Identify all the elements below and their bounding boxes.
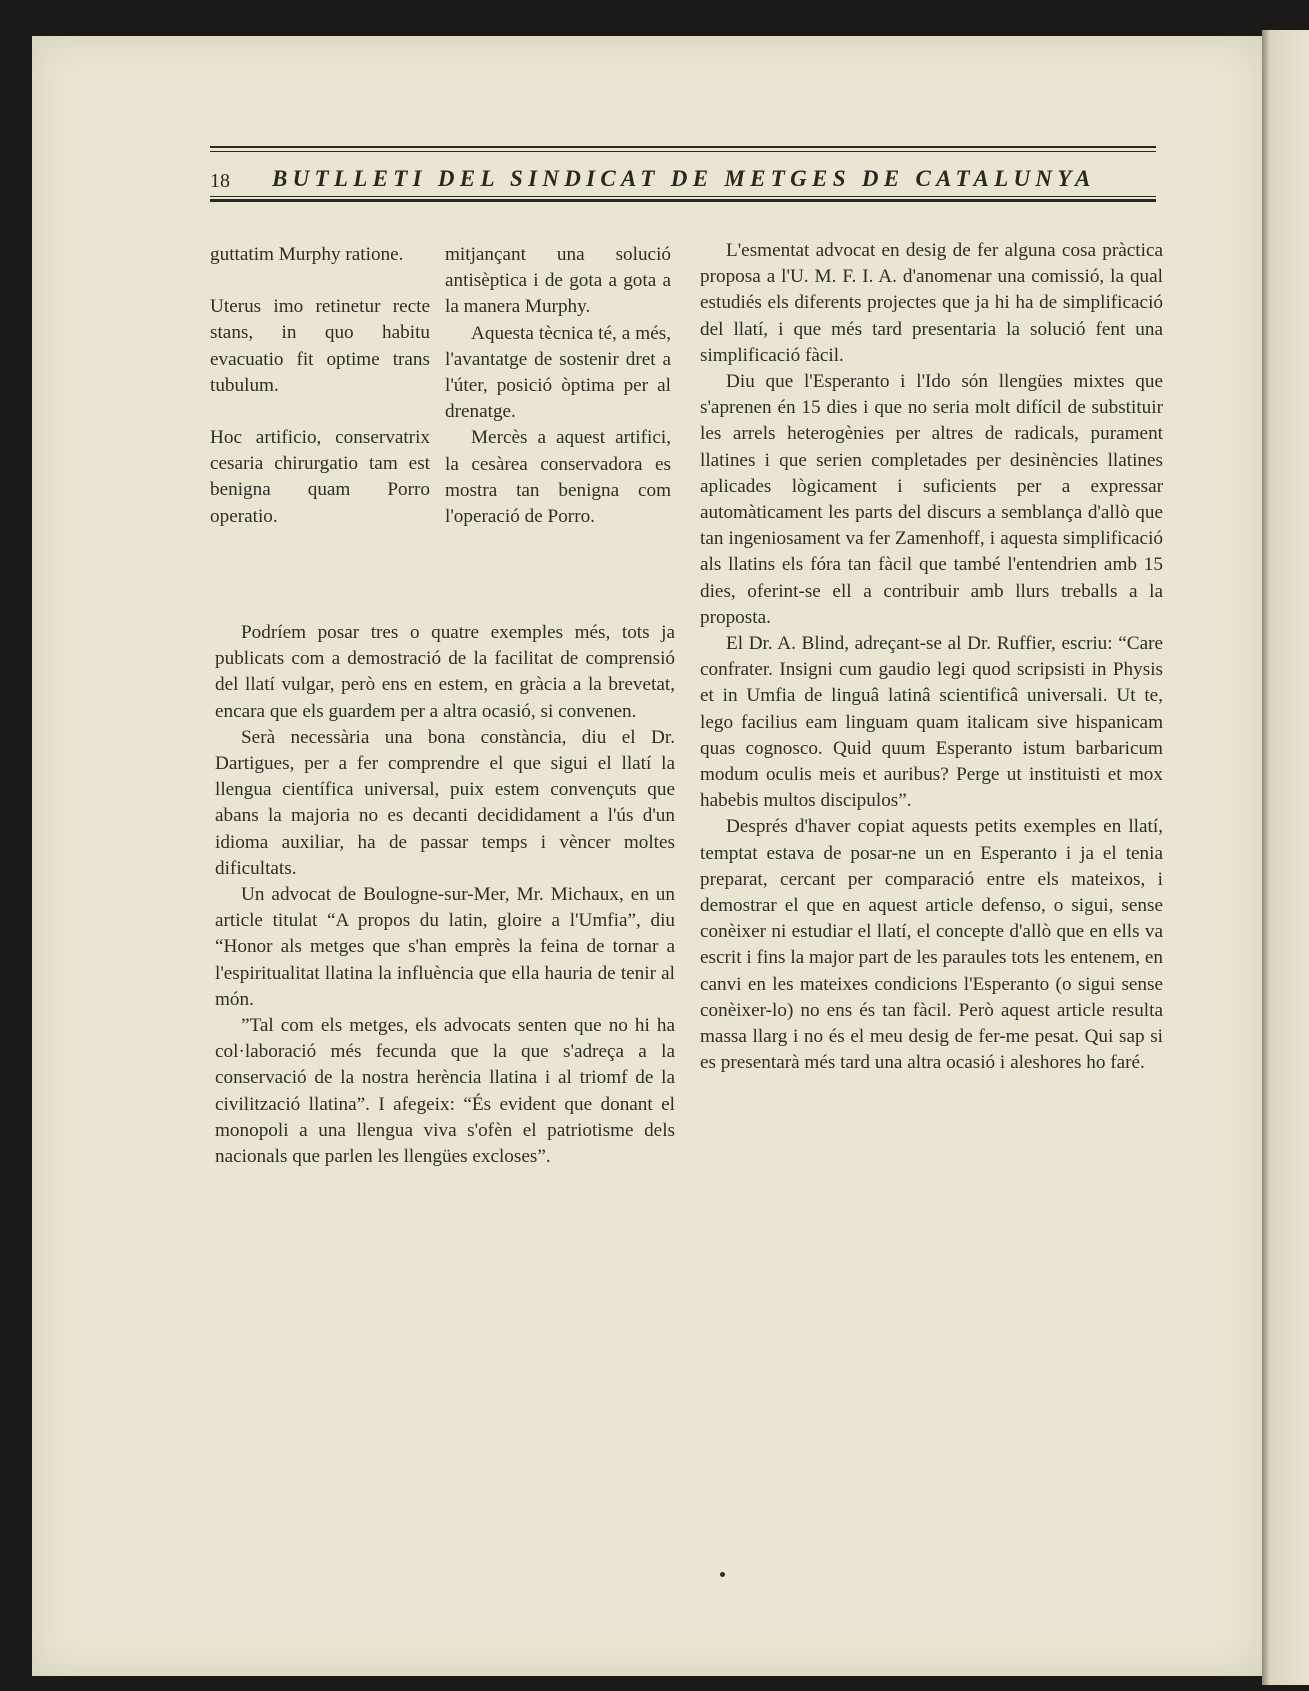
body-paragraph: Un advocat de Boulogne-sur-Mer, Mr. Michaux, en un article titulat “A propos du latin, gloire a l'Umfia”, diu “Honor als metges que s'han emprès la feina de tornar a l'espiritualitat llatina la influència que ella hauria de tenir al món. [215,884,675,1010]
latin-paragraph: Hoc artificio, conservatrix cesaria chirurgatio tam est benigna quam Porro operatio. [210,427,430,527]
header-rule-bottom [210,199,1156,202]
main-text-column [215,620,675,1170]
latin-paragraph: guttatim Murphy ratione. [210,244,404,265]
catalan-paragraph: Aquesta tècnica té, a més, l'avantatge de sostenir dret a l'úter, posició òptima per al drenatge. [445,322,671,423]
page-number: 18 [210,170,230,192]
print-mark-dot [720,1572,725,1577]
body-paragraph: Podríem posar tres o quatre exemples més, tots ja publicats com a demostració de la facilitat de comprensió del llatí vulgar, però ens en estem, en gràcia a la brevetat, encara que els guardem per a altra ocasió, si convenen. [215,622,675,722]
latin-text-column [210,242,430,530]
header-rule-bottom-thin [210,196,1156,197]
header-rule-top [210,146,1156,148]
catalan-paragraph: mitjançant una solució antisèptica i de gota a gota a la manera Murphy. [445,244,671,318]
body-paragraph: Serà necessària una bona constància, diu el Dr. Dartigues, per a fer comprendre el que sigui el llatí la llengua científica universal, puix estem convençuts que abans la majoria no es decanti decididament a l'ús d'un idioma auxiliar, ha de passar temps i vèncer moltes dificultats. [215,726,675,879]
body-paragraph: Després d'haver copiat aquests petits exemples en llatí, temptat estava de posar-ne un en Esperanto i ja el tenia preparat, cercant per comparació entre els mateixos, i demostrar el que en aquest article defenso, o sigui, sense conèixer ni estudiar el llatí, el concepte d'allò que en ells va escrit i fins la major part de les paraules tots les entenem, en canvi en les mateixes condicions l'Esperanto (o sigui sense conèixer-lo) no ens és tan fàcil. Però aquest article resulta massa llarg i no és el meu desig de fer-me pesat. Qui sap si es presentarà més tard una altra ocasió i aleshores ho faré. [700,816,1163,1074]
right-text-column [700,238,1163,1077]
body-paragraph: Diu que l'Esperanto i l'Ido són llengües mixtes que s'aprenen én 15 dies i que no seria molt difícil de substituir les arrels heterogènies per altres de radicals, purament llatines i que serien completades per desinències llatines aplicades lògicament i suficients per a expressar automàticament les parts del discurs a semblança d'allò que tan ingeniosament va fer Zamenhoff, i aquesta simplificació als llatins els fóra tan fàcil que també l'entendrien amb 15 dies, oferint-se ell a contribuir amb llurs treballs a la proposta. [700,371,1163,628]
running-header [210,146,1156,202]
catalan-paragraph: Mercès a aquest artifici, la cesàrea conservadora es mostra tan benigna com l'operació de Porro. [445,427,671,528]
header-rule-top-thin [210,151,1156,152]
body-paragraph: El Dr. A. Blind, adreçant-se al Dr. Ruffier, escriu: “Care confrater. Insigni cum gaudio legi quod scripsisti in Physis et in Umfia de linguâ latinâ scientificâ universali. Ut te, lego facilius eam linguam quam italicam sive hispanicam quas cognosco. Quid quum Esperanto istum barbaricum modum oculis meis et auribus? Perge ut instituisti et mox habebis multos discipulos”. [700,633,1163,812]
latin-paragraph: Uterus imo retinetur recte stans, in quo habitu evacuatio fit optime trans tubulum. [210,296,430,396]
body-paragraph: L'esmentat advocat en desig de fer alguna cosa pràctica proposa a l'U. M. F. I. A. d'anomenar una comissió, la qual estudiés els diferents projectes que ja hi ha de simplificació del llatí, i que més tard presentaria la solució fent una simplificació fàcil. [700,240,1163,366]
adjacent-page-edge [1262,30,1309,1685]
journal-page [32,36,1262,1676]
catalan-translation-column [445,242,671,530]
body-paragraph: ”Tal com els metges, els advocats senten que no hi ha col·laboració més fecunda que la que s'adreça a la conservació de la nostra herència llatina i al triomf de la civilització llatina”. I afegeix: “És evident que donant el monopoli a una llengua viva s'ofèn el patriotisme dels nacionals que parlen les llengües excloses”. [215,1015,675,1168]
journal-title: BUTLLETI DEL SINDICAT DE METGES DE CATALUNYA [272,166,1096,191]
